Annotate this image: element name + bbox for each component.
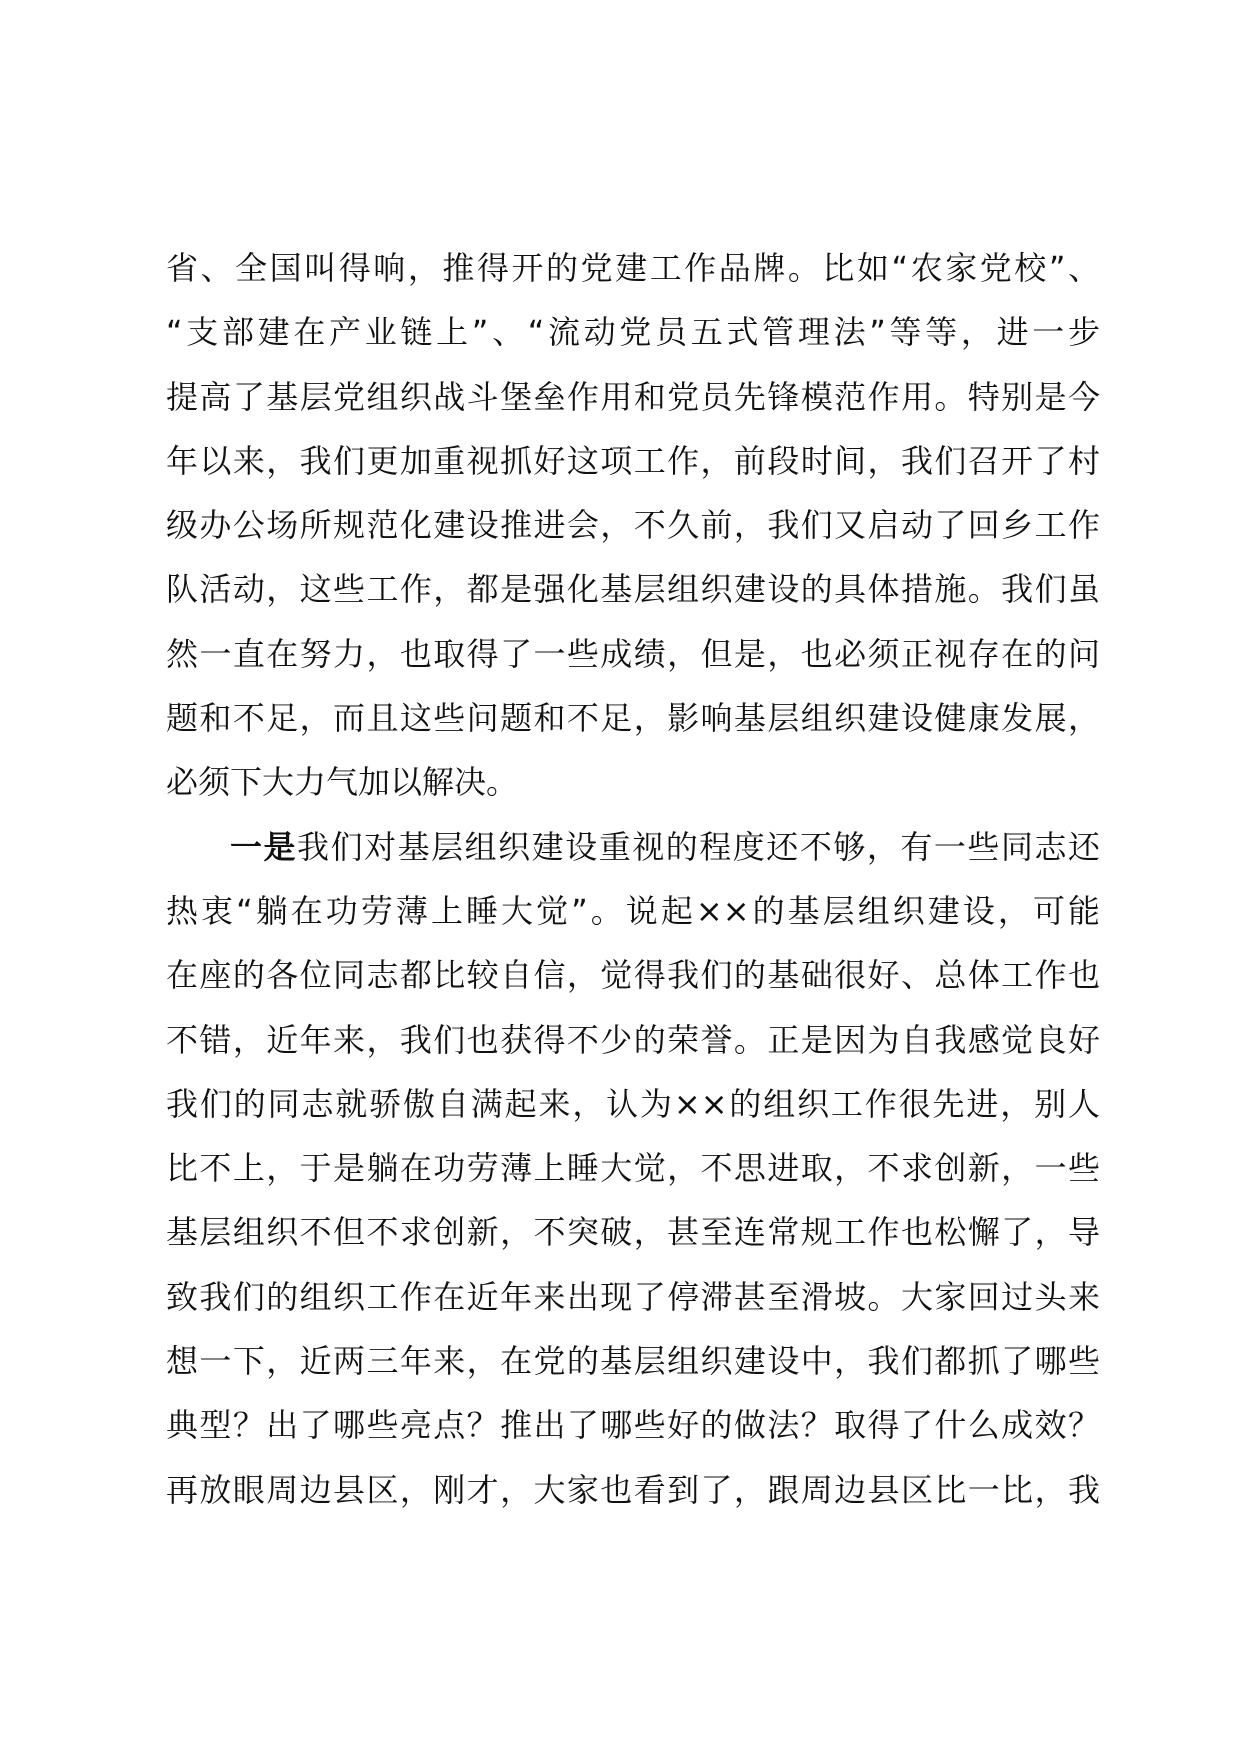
- text-line: “支部建在产业链上”、“流动党员五式管理法”等等，进一步: [166, 313, 1100, 352]
- text-line: 级办公场所规范化建设推进会，不久前，我们又启动了回乡工作: [166, 506, 1100, 545]
- paragraph-first-point: [166, 815, 1100, 1522]
- body-text: [166, 236, 1100, 1522]
- text-line: 必须下大力气加以解决。: [166, 763, 519, 802]
- text-line: 热衷“躺在功劳薄上睡大觉”。说起××的基层组织建设，可能: [166, 891, 1100, 930]
- text-line: 队活动，这些工作，都是强化基层组织建设的具体措施。我们虽: [166, 570, 1100, 609]
- text-line: 年以来，我们更加重视抓好这项工作，前段时间，我们召开了村: [166, 441, 1100, 480]
- point-lead: 一是: [230, 827, 298, 866]
- text-line: 想一下，近两三年来，在党的基层组织建设中，我们都抓了哪些: [166, 1342, 1100, 1381]
- text-line: 再放眼周边县区，刚才，大家也看到了，跟周边县区比一比，我: [166, 1470, 1100, 1509]
- text-line: 提高了基层党组织战斗堡垒作用和党员先锋模范作用。特别是今: [166, 377, 1100, 416]
- text-line: 典型？出了哪些亮点？推出了哪些好的做法？取得了什么成效？: [166, 1406, 1100, 1445]
- text-line: 不错，近年来，我们也获得不少的荣誉。正是因为自我感觉良好: [166, 1020, 1100, 1059]
- text-line: 致我们的组织工作在近年来出现了停滞甚至滑坡。大家回过头来: [166, 1277, 1100, 1316]
- text-line: 比不上，于是躺在功劳薄上睡大觉，不思进取，不求创新，一些: [166, 1149, 1100, 1188]
- text-line: 然一直在努力，也取得了一些成绩，但是，也必须正视存在的问: [166, 634, 1100, 673]
- point-first-line-text: 我们对基层组织建设重视的程度还不够，有一些同志还: [297, 827, 1100, 866]
- paragraph-continued: [166, 236, 1100, 815]
- text-line: 题和不足，而且这些问题和不足，影响基层组织建设健康发展，: [166, 699, 1100, 738]
- text-line: 省、全国叫得响，推得开的党建工作品牌。比如“农家党校”、: [166, 249, 1100, 287]
- text-line: 我们的同志就骄傲自满起来，认为××的组织工作很先进，别人: [166, 1084, 1100, 1123]
- text-line: 基层组织不但不求创新，不突破，甚至连常规工作也松懈了，导: [166, 1213, 1100, 1252]
- text-line: [166, 815, 1100, 879]
- text-line: 在座的各位同志都比较自信，觉得我们的基础很好、总体工作也: [166, 956, 1100, 995]
